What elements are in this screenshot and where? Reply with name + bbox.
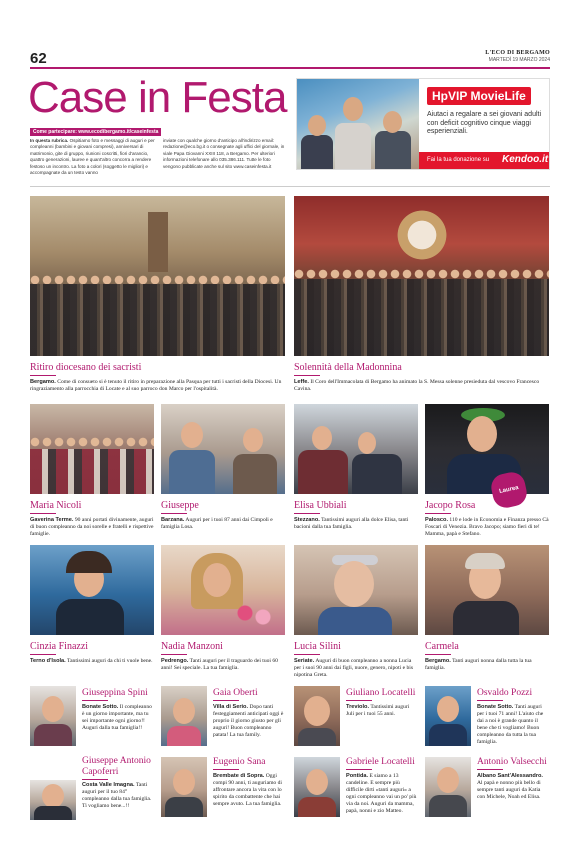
name-title: Giuseppe Antonio Capoferri (82, 756, 151, 777)
caption-title: Maria Nicoli (30, 500, 82, 511)
photo-nadia-manzoni (161, 545, 285, 635)
photo-giuseppina-spini (30, 686, 76, 746)
caption-body: Tanti auguri nonna dalla tutta la tua famiglia. (425, 658, 532, 671)
caption-place: Bonate Sotto. (477, 704, 514, 710)
caption-rule (213, 700, 239, 701)
caption-text (161, 517, 285, 531)
caption-text (213, 704, 285, 739)
caption-text (294, 517, 418, 531)
section-title: Case in Festa (28, 73, 287, 122)
caption-body: Tantissimi auguri alla dolce Elisa, tanti bacioni dalla tua famiglia. (294, 517, 409, 530)
photo-gabriele-locatelli (294, 757, 340, 817)
photo-cinzia-finazzi (30, 545, 154, 635)
flowers-icon (235, 603, 275, 633)
caption-body: E siamo a 13 candeline. E sempre più difficile dirti «tanti auguri» a ogni compleanno vai un po' più via da noi. Auguri da mamma, papà, nonni e zio Matteo. (346, 773, 417, 814)
caption-place: Bergamo. (425, 658, 451, 664)
name-title: Gaia Oberti (213, 688, 258, 698)
caption-place: Bonate Sotto. (82, 704, 119, 710)
feature-photo-sacristi (30, 196, 285, 356)
feature-title-1: Ritiro diocesano dei sacristi (30, 362, 142, 373)
caption-rule (425, 513, 451, 514)
caption-title: Giuseppe (161, 500, 199, 511)
caption-rule (294, 375, 320, 376)
feature-caption-1 (30, 379, 285, 393)
caption-title: Jacopo Rosa (425, 500, 476, 511)
caption-place: Treviolo. (346, 704, 370, 710)
caption-text (477, 704, 549, 746)
caption-rule (425, 654, 451, 655)
caption-text (30, 517, 154, 538)
caption-title: Cinzia Finazzi (30, 641, 89, 652)
laurea-badge: Laurea (489, 470, 529, 510)
caption-rule (82, 779, 108, 780)
caption-place: Pedrengo. (161, 658, 189, 664)
caption-place: Villa di Serio. (213, 704, 249, 710)
caption-body: Tanti auguri per il traguardo dei tuoi 60 anni! Sei speciale. La tua famiglia. (161, 658, 278, 671)
photo-giuseppe (161, 404, 285, 494)
caption-body: Il compleanno è un giorno importante, ma tu sei importante ogni giorno!! Auguri dalla tua famiglia!! (82, 704, 152, 731)
photo-antonio-valsecchi (425, 757, 471, 817)
caption-body: Al papà e nonno più bello di sempre tanti auguri da Katia con Michele, Noah ed Elisa. (477, 780, 541, 800)
caption-place: Seriate. (294, 658, 315, 664)
name-title: Eugenio Sana (213, 757, 266, 767)
photo-giuliano-locatelli (294, 686, 340, 746)
caption-body: Dopo tanti festeggiamenti anticipati oggi è proprio il giorno giusto per gli auguri! Buon compleanno patata! La tua family. (213, 704, 284, 738)
feature-title-2: Solennità della Madonnina (294, 362, 402, 373)
caption-rule (346, 769, 372, 770)
caption-place: Stezzano. (294, 517, 320, 523)
feature-caption-2 (294, 379, 549, 393)
name-title: Osvaldo Pozzi (477, 688, 533, 698)
caption-rule (213, 769, 239, 770)
advertisement[interactable] (296, 78, 550, 170)
caption-text (425, 517, 549, 538)
caption-rule (294, 513, 320, 514)
caption-text (30, 658, 154, 665)
caption-rule (30, 513, 56, 514)
ad-cta[interactable]: Fai la tua donazione su (427, 157, 490, 163)
caption-text (161, 658, 285, 672)
photo-osvaldo-pozzi (425, 686, 471, 746)
feature-place-2: Leffe. (294, 379, 309, 385)
header-divider (30, 186, 550, 187)
name-title: Giuliano Locatelli (346, 688, 416, 698)
caption-title: Lucia Silini (294, 641, 341, 652)
caption-place: Albano Sant'Alessandro. (477, 773, 543, 779)
name-title: Gabriele Locatelli (346, 757, 415, 767)
intro-column-2: inviate con qualche giorno d'anticipo all'indirizzo email: redazione@eco.bg.it o consegnate agli uffici del giornale, in viale Papa Giovanni XXIII 118, a Bergamo. Per ulteriori informazioni telefonare allo 035.386.111. Tutte le foto vengono pubblicate anche sul sito www.caseinfesta.it (163, 138, 285, 169)
feature-text-2: Il Coro dell'Immacolata di Bergamo ha animato la S. Messa solenne presieduta dal vescovo Francesco Cavina. (294, 379, 540, 392)
caption-rule (477, 769, 503, 770)
caption-body: Auguri di buon compleanno a nonna Lucia per i suoi 90 anni dai figli, nuore, genero, nipoti e bis nipotina Greta. (294, 658, 413, 678)
caption-body: 90 anni portati divinamente, auguri di buon compleanno da noi sorelle e fratelli e rispettive famiglie. (30, 517, 154, 537)
feature-photo-madonnina (294, 196, 549, 356)
caption-body: Oggi compi 90 anni, ti auguriamo di affrontare ancora la vita con lo spirito da combattente che hai sempre avuto. La tua famiglia. (213, 773, 282, 807)
intro-lead: In questa rubrica. (30, 138, 69, 143)
top-rule (30, 67, 550, 69)
caption-place: Costa Valle Imagna. (82, 782, 135, 788)
caption-text (294, 658, 418, 679)
photo-elisa-ubbiali (294, 404, 418, 494)
name-title: Giuseppina Spini (82, 688, 148, 698)
caption-place: Barzana. (161, 517, 185, 523)
caption-text (346, 704, 418, 718)
caption-body: Auguri per i tuoi 87 anni dai Cimpoli e famiglia Losa. (161, 517, 273, 530)
caption-text (346, 773, 418, 815)
name-title: Antonio Valsecchi (477, 757, 547, 767)
caption-body: Tanti auguri per il tuo 84° compleanno dalla tua famiglia. Ti vogliamo bene...!! (82, 782, 152, 809)
caption-text (82, 704, 154, 732)
caption-text (477, 773, 549, 801)
caption-text (425, 658, 549, 672)
intro-text-1: Ospitiamo foto e messaggi di auguri e per compleanni (bambini e giovani compresi), anniversari di matrimonio, gite di gruppo, riunioni coscritti, fiori d'arancio, quattro generazioni, lauree e quant'altro concorra a rendere festoso un incontro. La foto a colori (soggetto le migliori) e accompagnate da un testo vanno (30, 138, 155, 176)
photo-eugenio-sana (161, 757, 207, 817)
photo-maria-nicoli (30, 404, 154, 494)
caption-rule (161, 513, 187, 514)
caption-place: Pontida. (346, 773, 369, 779)
ad-brand-logo[interactable]: Kendoo.it (502, 154, 549, 165)
masthead (485, 50, 550, 63)
caption-place: Palosco. (425, 517, 449, 523)
caption-rule (30, 654, 56, 655)
caption-title: Nadia Manzoni (161, 641, 223, 652)
page-number: 62 (30, 50, 47, 67)
ad-title: HpVIP MovieLife (427, 87, 531, 105)
photo-jacopo-rosa (425, 404, 549, 494)
caption-place: Brembate di Sopra. (213, 773, 265, 779)
caption-body: Tantissimi auguri Juli per i tuoi 55 anni. (346, 704, 410, 717)
caption-text (82, 782, 154, 810)
photo-lucia-silini (294, 545, 418, 635)
caption-text (213, 773, 285, 808)
altar-statue (394, 206, 450, 264)
feature-text-1: Come di consueto si è tenuto il ritiro in preparazione alla Pasqua per tutti i sacristi della Diocesi. Un ringraziamento alla parrocchia di Locate e al suo parroco don Marco per l'ospitalità. (30, 379, 282, 392)
caption-body: Tanti auguri per i tuoi 71 anni! L'aiuto che dai a noi è grande quanto il bene che ti vogliamo! Buon compleanno da tutta la tua famiglia. (477, 704, 544, 745)
caption-rule (346, 700, 372, 701)
caption-place: Terno d'Isola. (30, 658, 66, 664)
caption-rule (82, 700, 108, 701)
caption-rule (161, 654, 187, 655)
caption-title: Elisa Ubbiali (294, 500, 347, 511)
caption-place: Gaverina Terme. (30, 517, 74, 523)
photo-gaia-oberti (161, 686, 207, 746)
caption-rule (477, 700, 503, 701)
caption-rule (294, 654, 320, 655)
masthead-name: L'ECO DI BERGAMO (485, 50, 550, 56)
intro-column-1 (30, 138, 160, 176)
intro-label[interactable]: Come partecipare: www.ecodibergamo.it/caseinfesta (30, 128, 161, 136)
photo-giuseppe-antonio-capoferri (30, 780, 76, 820)
photo-carmela (425, 545, 549, 635)
caption-body: 110 e lode in Economia e Finanza presso Cà Foscari di Venezia. Bravo Jacopo; siamo fieri di te! Mamma, papà e Stefano. (425, 517, 549, 537)
feature-place-1: Bergamo. (30, 379, 56, 385)
caption-body: Tantissimi auguri da chi ti vuole bene. (67, 658, 153, 664)
caption-title: Carmela (425, 641, 459, 652)
ad-photo (297, 79, 419, 170)
ad-text: Aiutaci a regalare a sei giovani adulti con deficit cognitivo cinque viaggi esperienziali. (427, 111, 542, 136)
crucifix (148, 212, 168, 272)
masthead-date: MARTEDÌ 19 MARZO 2024 (488, 57, 550, 63)
caption-rule (30, 375, 56, 376)
